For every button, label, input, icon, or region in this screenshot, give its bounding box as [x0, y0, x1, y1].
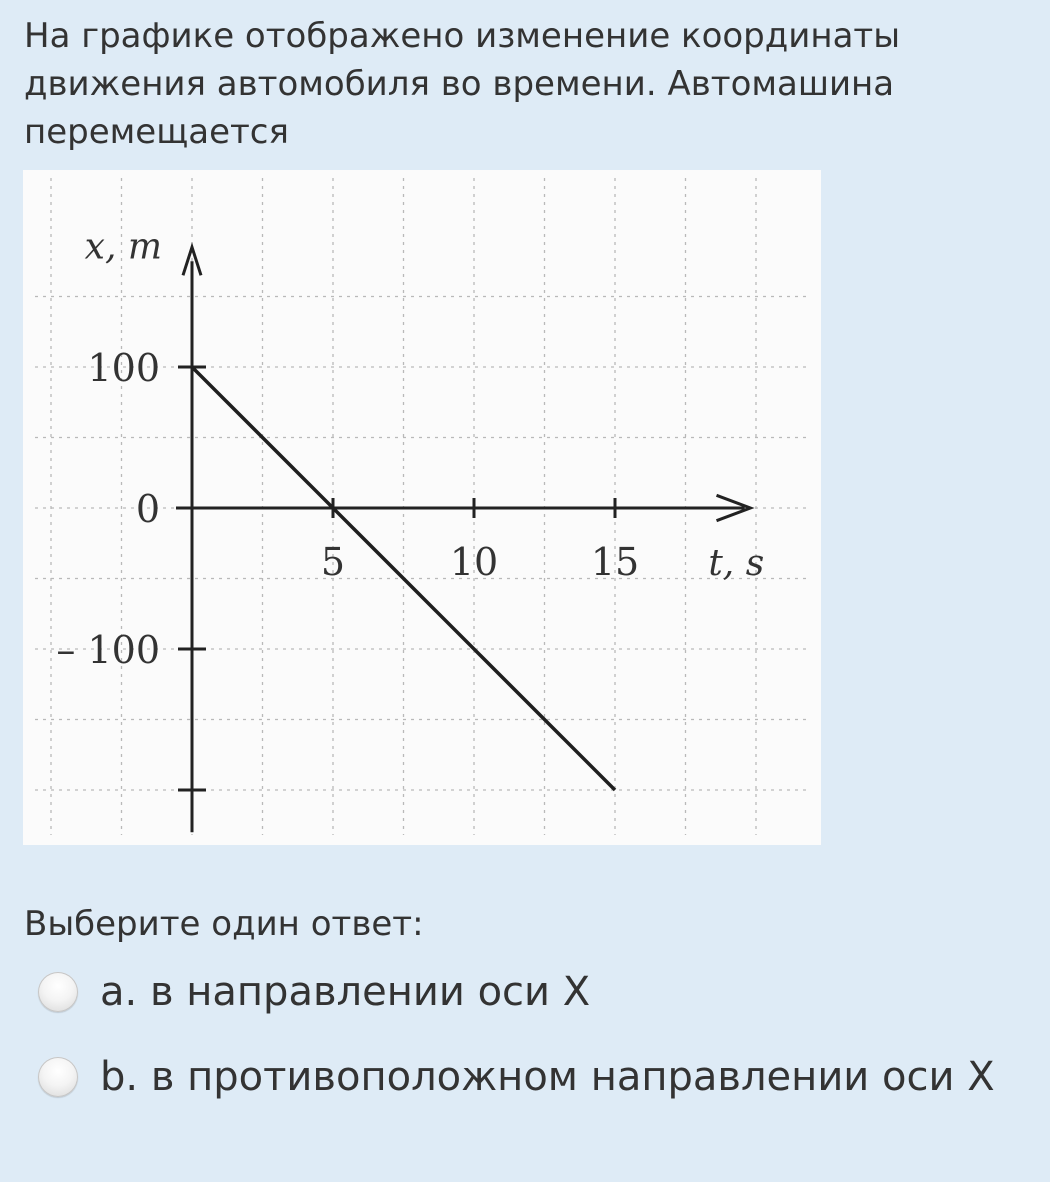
- answer-prompt: Выберите один ответ:: [24, 904, 424, 944]
- radio-button-a[interactable]: [38, 972, 78, 1012]
- answer-option-b[interactable]: [38, 1047, 1028, 1107]
- answer-label-b[interactable]: b. в противоположном направлении оси X: [100, 1054, 995, 1100]
- x-tick-label: 10: [449, 540, 499, 584]
- x-tick-label: 5: [320, 540, 346, 584]
- x-axis-label: t, s: [708, 543, 765, 584]
- chart-svg: [23, 170, 821, 845]
- position-time-graph: [23, 170, 821, 845]
- radio-button-b[interactable]: [38, 1057, 78, 1097]
- y-axis-label: x, m: [84, 226, 162, 268]
- position-line: [192, 367, 615, 790]
- y-tick-label: 0: [135, 487, 160, 531]
- answer-label-a[interactable]: a. в направлении оси X: [100, 969, 591, 1015]
- question-text: На графике отображено изменение координаты движения автомобиля во времени. Автомашина перемещается: [24, 16, 901, 152]
- x-tick-label: 15: [590, 540, 640, 584]
- y-tick-label: 100: [87, 346, 160, 390]
- y-tick-label: – 100: [56, 628, 160, 672]
- answer-option-a[interactable]: [38, 962, 1028, 1022]
